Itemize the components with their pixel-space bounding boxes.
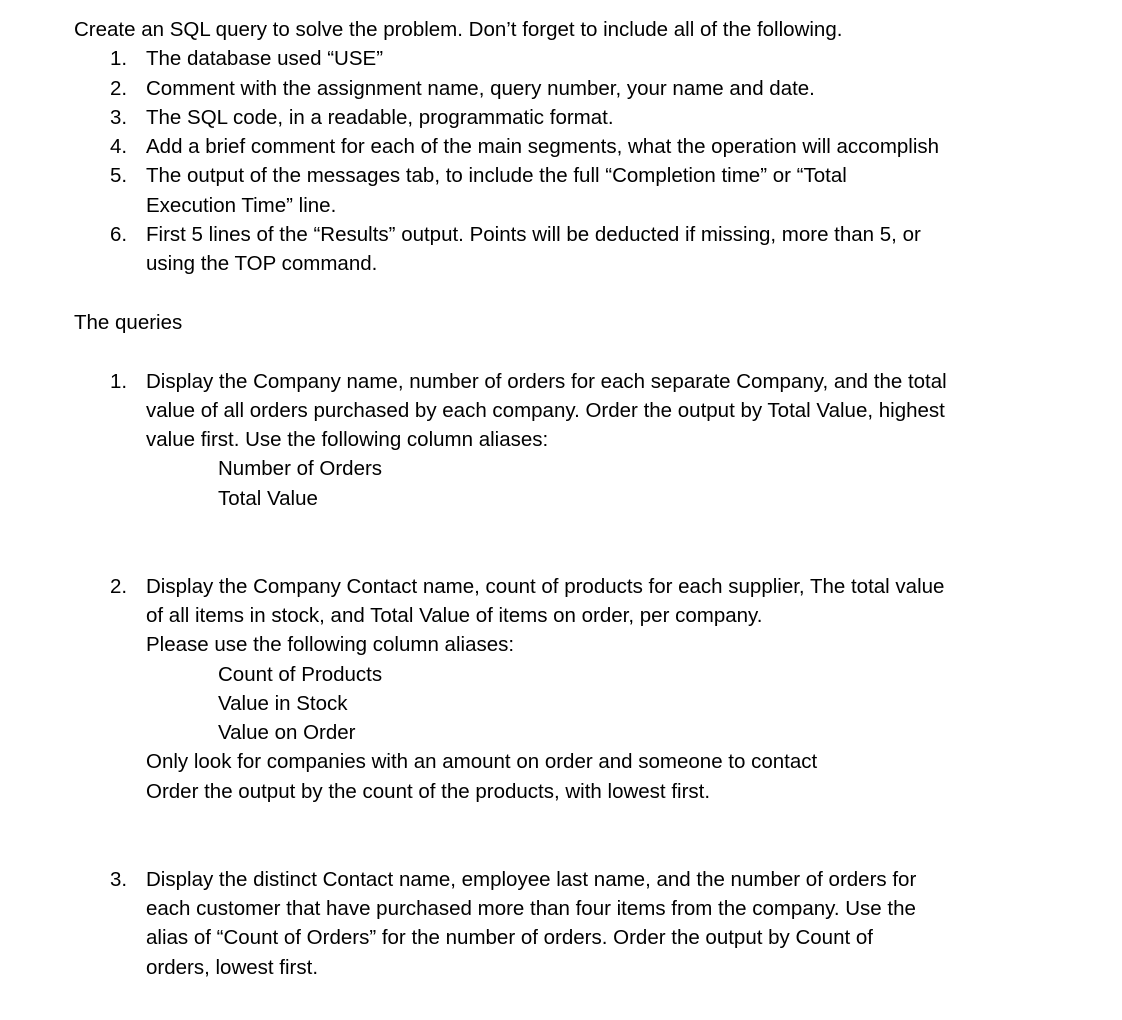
requirement-number: 2.	[110, 76, 128, 100]
query-text: value first. Use the following column aliases:	[146, 428, 549, 452]
query-item-3	[74, 865, 1114, 982]
requirement-item-1	[74, 44, 1114, 73]
column-alias: Total Value	[218, 486, 318, 510]
query-text: Display the Company name, number of orders for each separate Company, and the total	[146, 369, 947, 393]
query-text: each customer that have purchased more than four items from the company. Use the	[146, 896, 916, 920]
requirement-text: using the TOP command.	[146, 252, 378, 276]
requirement-item-4	[74, 132, 1114, 161]
queries-heading: The queries	[74, 310, 183, 334]
requirement-item-6	[74, 220, 1114, 279]
query-text: Only look for companies with an amount on order and someone to contact	[146, 750, 818, 774]
query-item-1	[74, 367, 1114, 513]
requirement-text: The output of the messages tab, to include the full “Completion time” or “Total	[146, 164, 847, 188]
requirement-text: Execution Time” line.	[146, 193, 337, 217]
column-alias: Value in Stock	[218, 691, 348, 715]
column-alias: Number of Orders	[218, 457, 383, 481]
query-text: value of all orders purchased by each company. Order the output by Total Value, highest	[146, 398, 945, 422]
query-text: Display the Company Contact name, count of products for each supplier, The total value	[146, 574, 945, 598]
requirement-text: The SQL code, in a readable, programmatic format.	[146, 105, 614, 129]
requirement-text: Comment with the assignment name, query number, your name and date.	[146, 76, 815, 100]
query-text: Please use the following column aliases:	[146, 633, 515, 657]
queries-list	[74, 367, 1114, 982]
requirement-item-5	[74, 161, 1114, 220]
query-text: alias of “Count of Orders” for the number of orders. Order the output by Count of	[146, 926, 873, 950]
requirement-number: 4.	[110, 135, 128, 159]
requirement-number: 1.	[110, 47, 128, 71]
requirement-text: First 5 lines of the “Results” output. Points will be deducted if missing, more than 5, or	[146, 223, 921, 247]
document-page	[74, 15, 1114, 982]
query-number: 3.	[110, 867, 128, 891]
requirement-item-2	[74, 74, 1114, 103]
column-alias: Value on Order	[218, 721, 356, 745]
requirement-number: 5.	[110, 164, 128, 188]
requirement-number: 6.	[110, 223, 128, 247]
query-text: Order the output by the count of the products, with lowest first.	[146, 779, 711, 803]
requirement-item-3	[74, 103, 1114, 132]
intro-text: Create an SQL query to solve the problem. Don’t forget to include all of the following.	[74, 18, 843, 41]
query-number: 2.	[110, 574, 128, 598]
query-item-2	[74, 572, 1114, 806]
query-text: Display the distinct Contact name, employee last name, and the number of orders for	[146, 867, 917, 891]
query-number: 1.	[110, 369, 128, 393]
column-alias: Count of Products	[218, 662, 383, 686]
requirements-list	[74, 44, 1114, 278]
query-text: orders, lowest first.	[146, 955, 319, 979]
requirement-text: The database used “USE”	[146, 47, 384, 71]
query-text: of all items in stock, and Total Value of items on order, per company.	[146, 603, 763, 627]
requirement-text: Add a brief comment for each of the main segments, what the operation will accomplish	[146, 135, 940, 159]
requirement-number: 3.	[110, 105, 128, 129]
